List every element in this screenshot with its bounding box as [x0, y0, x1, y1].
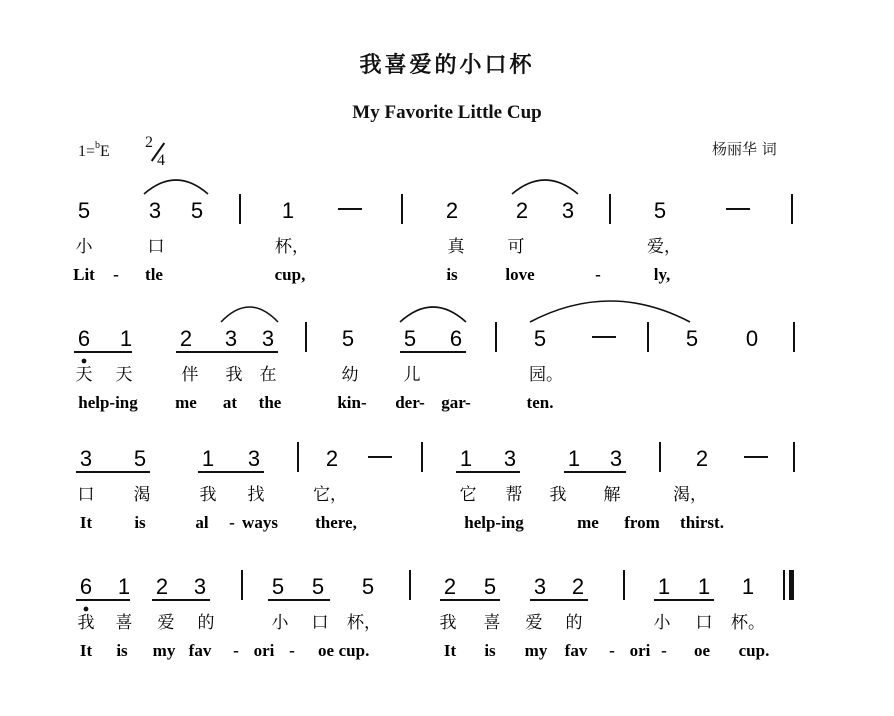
lyric-english: my [524, 641, 548, 660]
lyric-chinese: 在 [259, 365, 277, 385]
note-number: 2 [445, 198, 459, 223]
note-number: 0 [745, 326, 759, 351]
flat-sign: b [95, 140, 101, 151]
note-number: 5 [133, 446, 147, 471]
lyric-english: oe [317, 641, 335, 660]
lyric-chinese: 小 [271, 613, 289, 633]
lyric-english: kin- [337, 393, 367, 412]
note-number: 5 [533, 326, 547, 351]
note-number: 1 [459, 446, 473, 471]
lyric-english: It [79, 513, 93, 532]
slur-arc [512, 180, 578, 194]
note-number: 2 [571, 574, 585, 599]
lyric-chinese: 的 [565, 613, 583, 633]
lyric-chinese: 喜 [115, 613, 133, 633]
lyric-english: - [229, 513, 235, 532]
lyric-english: help-ing [78, 393, 138, 412]
lyric-english: cup. [738, 641, 770, 660]
lyric-chinese: 渴， [673, 485, 707, 505]
lyric-chinese: 伴 [181, 365, 199, 385]
lyric-english: is [116, 641, 128, 660]
note-number: 1 [741, 574, 755, 599]
lyric-english: ly, [653, 265, 671, 284]
lyric-english: ways [242, 513, 278, 532]
note-number: 2 [155, 574, 169, 599]
lyric-chinese: 幼 [341, 365, 359, 385]
lyric-english: - [661, 641, 667, 660]
lyric-english: me [577, 513, 599, 532]
note-number: 3 [503, 446, 517, 471]
note-number: 5 [77, 198, 91, 223]
note-number: 3 [79, 446, 93, 471]
note-number: 2 [695, 446, 709, 471]
slur-arc [530, 301, 690, 322]
lyric-english: ten. [526, 393, 554, 412]
note-number: 5 [685, 326, 699, 351]
lyricist-credit: 杨丽华 词 [712, 140, 777, 158]
lyric-english: the [258, 393, 282, 412]
lyric-chinese: 口 [695, 613, 713, 633]
lyric-chinese: 我 [439, 613, 457, 633]
lyric-chinese: 我 [549, 485, 567, 505]
lyric-chinese: 爱 [525, 613, 543, 633]
lyric-english: - [609, 641, 615, 660]
song-title-chinese: 我喜爱的小口杯 [359, 52, 535, 78]
key-note: E [100, 143, 110, 160]
lyric-english: thirst. [680, 513, 724, 532]
lyric-english: my [152, 641, 176, 660]
note-number: 6 [77, 326, 91, 351]
note-number: 1 [201, 446, 215, 471]
low-octave-dot [82, 359, 87, 364]
note-number: 2 [515, 198, 529, 223]
lyric-english: al [195, 513, 209, 532]
note-number: 5 [361, 574, 375, 599]
lyric-chinese: 可 [507, 237, 525, 257]
note-number: 5 [341, 326, 355, 351]
lyric-chinese: 帮 [505, 485, 523, 505]
lyric-chinese: 的 [197, 613, 215, 633]
final-bar [789, 570, 794, 600]
note-number: 5 [483, 574, 497, 599]
note-number: 1 [119, 326, 133, 351]
lyric-english: is [484, 641, 496, 660]
lyric-chinese: 我 [225, 365, 243, 385]
lyric-chinese: 小 [75, 237, 93, 257]
lyric-english: cup. [338, 641, 370, 660]
lyric-chinese: 渴 [133, 485, 151, 505]
lyric-chinese: 口 [147, 237, 165, 257]
lyric-chinese: 口 [311, 613, 329, 633]
lyric-chinese: 天 [75, 365, 93, 385]
note-number: 5 [653, 198, 667, 223]
lyric-english: fav [188, 641, 212, 660]
lyric-chinese: 它 [459, 485, 477, 505]
note-number: 1 [117, 574, 131, 599]
lyric-chinese: 我 [199, 485, 217, 505]
key-prefix: 1= [78, 143, 96, 160]
lyric-english: gar- [441, 393, 471, 412]
note-number: 5 [271, 574, 285, 599]
note-number: 2 [179, 326, 193, 351]
note-number: 3 [533, 574, 547, 599]
lyric-english: there, [315, 513, 357, 532]
lyric-english: from [624, 513, 660, 532]
lyric-chinese: 口 [77, 485, 95, 505]
note-number: 6 [79, 574, 93, 599]
note-number: 3 [247, 446, 261, 471]
note-number: 6 [449, 326, 463, 351]
lyric-english: - [233, 641, 239, 660]
note-number: 1 [657, 574, 671, 599]
note-number: 2 [443, 574, 457, 599]
lyric-chinese: 爱， [647, 237, 681, 257]
note-number: 2 [325, 446, 339, 471]
slur-arc [400, 307, 466, 322]
note-number: 1 [697, 574, 711, 599]
lyric-english: is [446, 265, 458, 284]
note-number: 5 [403, 326, 417, 351]
lyric-chinese: 喜 [483, 613, 501, 633]
low-octave-dot [84, 607, 89, 612]
lyric-english: fav [564, 641, 588, 660]
lyric-chinese: 杯。 [731, 613, 765, 633]
time-numerator: 2 [145, 134, 153, 151]
lyric-chinese: 天 [115, 365, 133, 385]
lyric-english: It [79, 641, 93, 660]
note-number: 3 [609, 446, 623, 471]
lyric-english: at [222, 393, 238, 412]
note-number: 3 [148, 198, 162, 223]
lyric-english: help-ing [464, 513, 524, 532]
lyric-english: - [289, 641, 295, 660]
lyric-chinese: 我 [77, 613, 95, 633]
lyric-chinese: 杯， [275, 237, 309, 257]
note-number: 5 [190, 198, 204, 223]
lyric-chinese: 儿 [403, 365, 421, 385]
lyric-chinese: 解 [603, 485, 621, 505]
lyric-english: - [113, 265, 119, 284]
song-title-english: My Favorite Little Cup [352, 102, 542, 123]
slur-arc [144, 180, 208, 194]
slur-arc [221, 307, 278, 322]
lyric-chinese: 小 [653, 613, 671, 633]
lyric-chinese: 爱 [157, 613, 175, 633]
lyric-chinese: 园。 [529, 365, 563, 385]
lyric-english: der- [395, 393, 425, 412]
lyric-chinese: 真 [447, 237, 465, 257]
lyric-english: - [595, 265, 601, 284]
note-number: 3 [261, 326, 275, 351]
lyric-english: ori [253, 641, 275, 660]
note-number: 1 [281, 198, 295, 223]
lyric-english: Lit [73, 265, 95, 284]
note-number: 3 [193, 574, 207, 599]
lyric-english: tle [145, 265, 163, 284]
lyric-english: ori [629, 641, 651, 660]
note-number: 3 [224, 326, 238, 351]
time-denominator: 4 [157, 152, 165, 169]
lyric-chinese: 它， [313, 485, 347, 505]
note-number: 3 [561, 198, 575, 223]
lyric-english: is [134, 513, 146, 532]
lyric-english: oe [693, 641, 711, 660]
lyric-english: me [175, 393, 197, 412]
lyric-chinese: 找 [247, 485, 265, 505]
note-number: 1 [567, 446, 581, 471]
lyric-english: love [505, 265, 535, 284]
lyric-chinese: 杯， [347, 613, 381, 633]
lyric-english: cup, [274, 265, 306, 284]
lyric-english: It [443, 641, 457, 660]
note-number: 5 [311, 574, 325, 599]
